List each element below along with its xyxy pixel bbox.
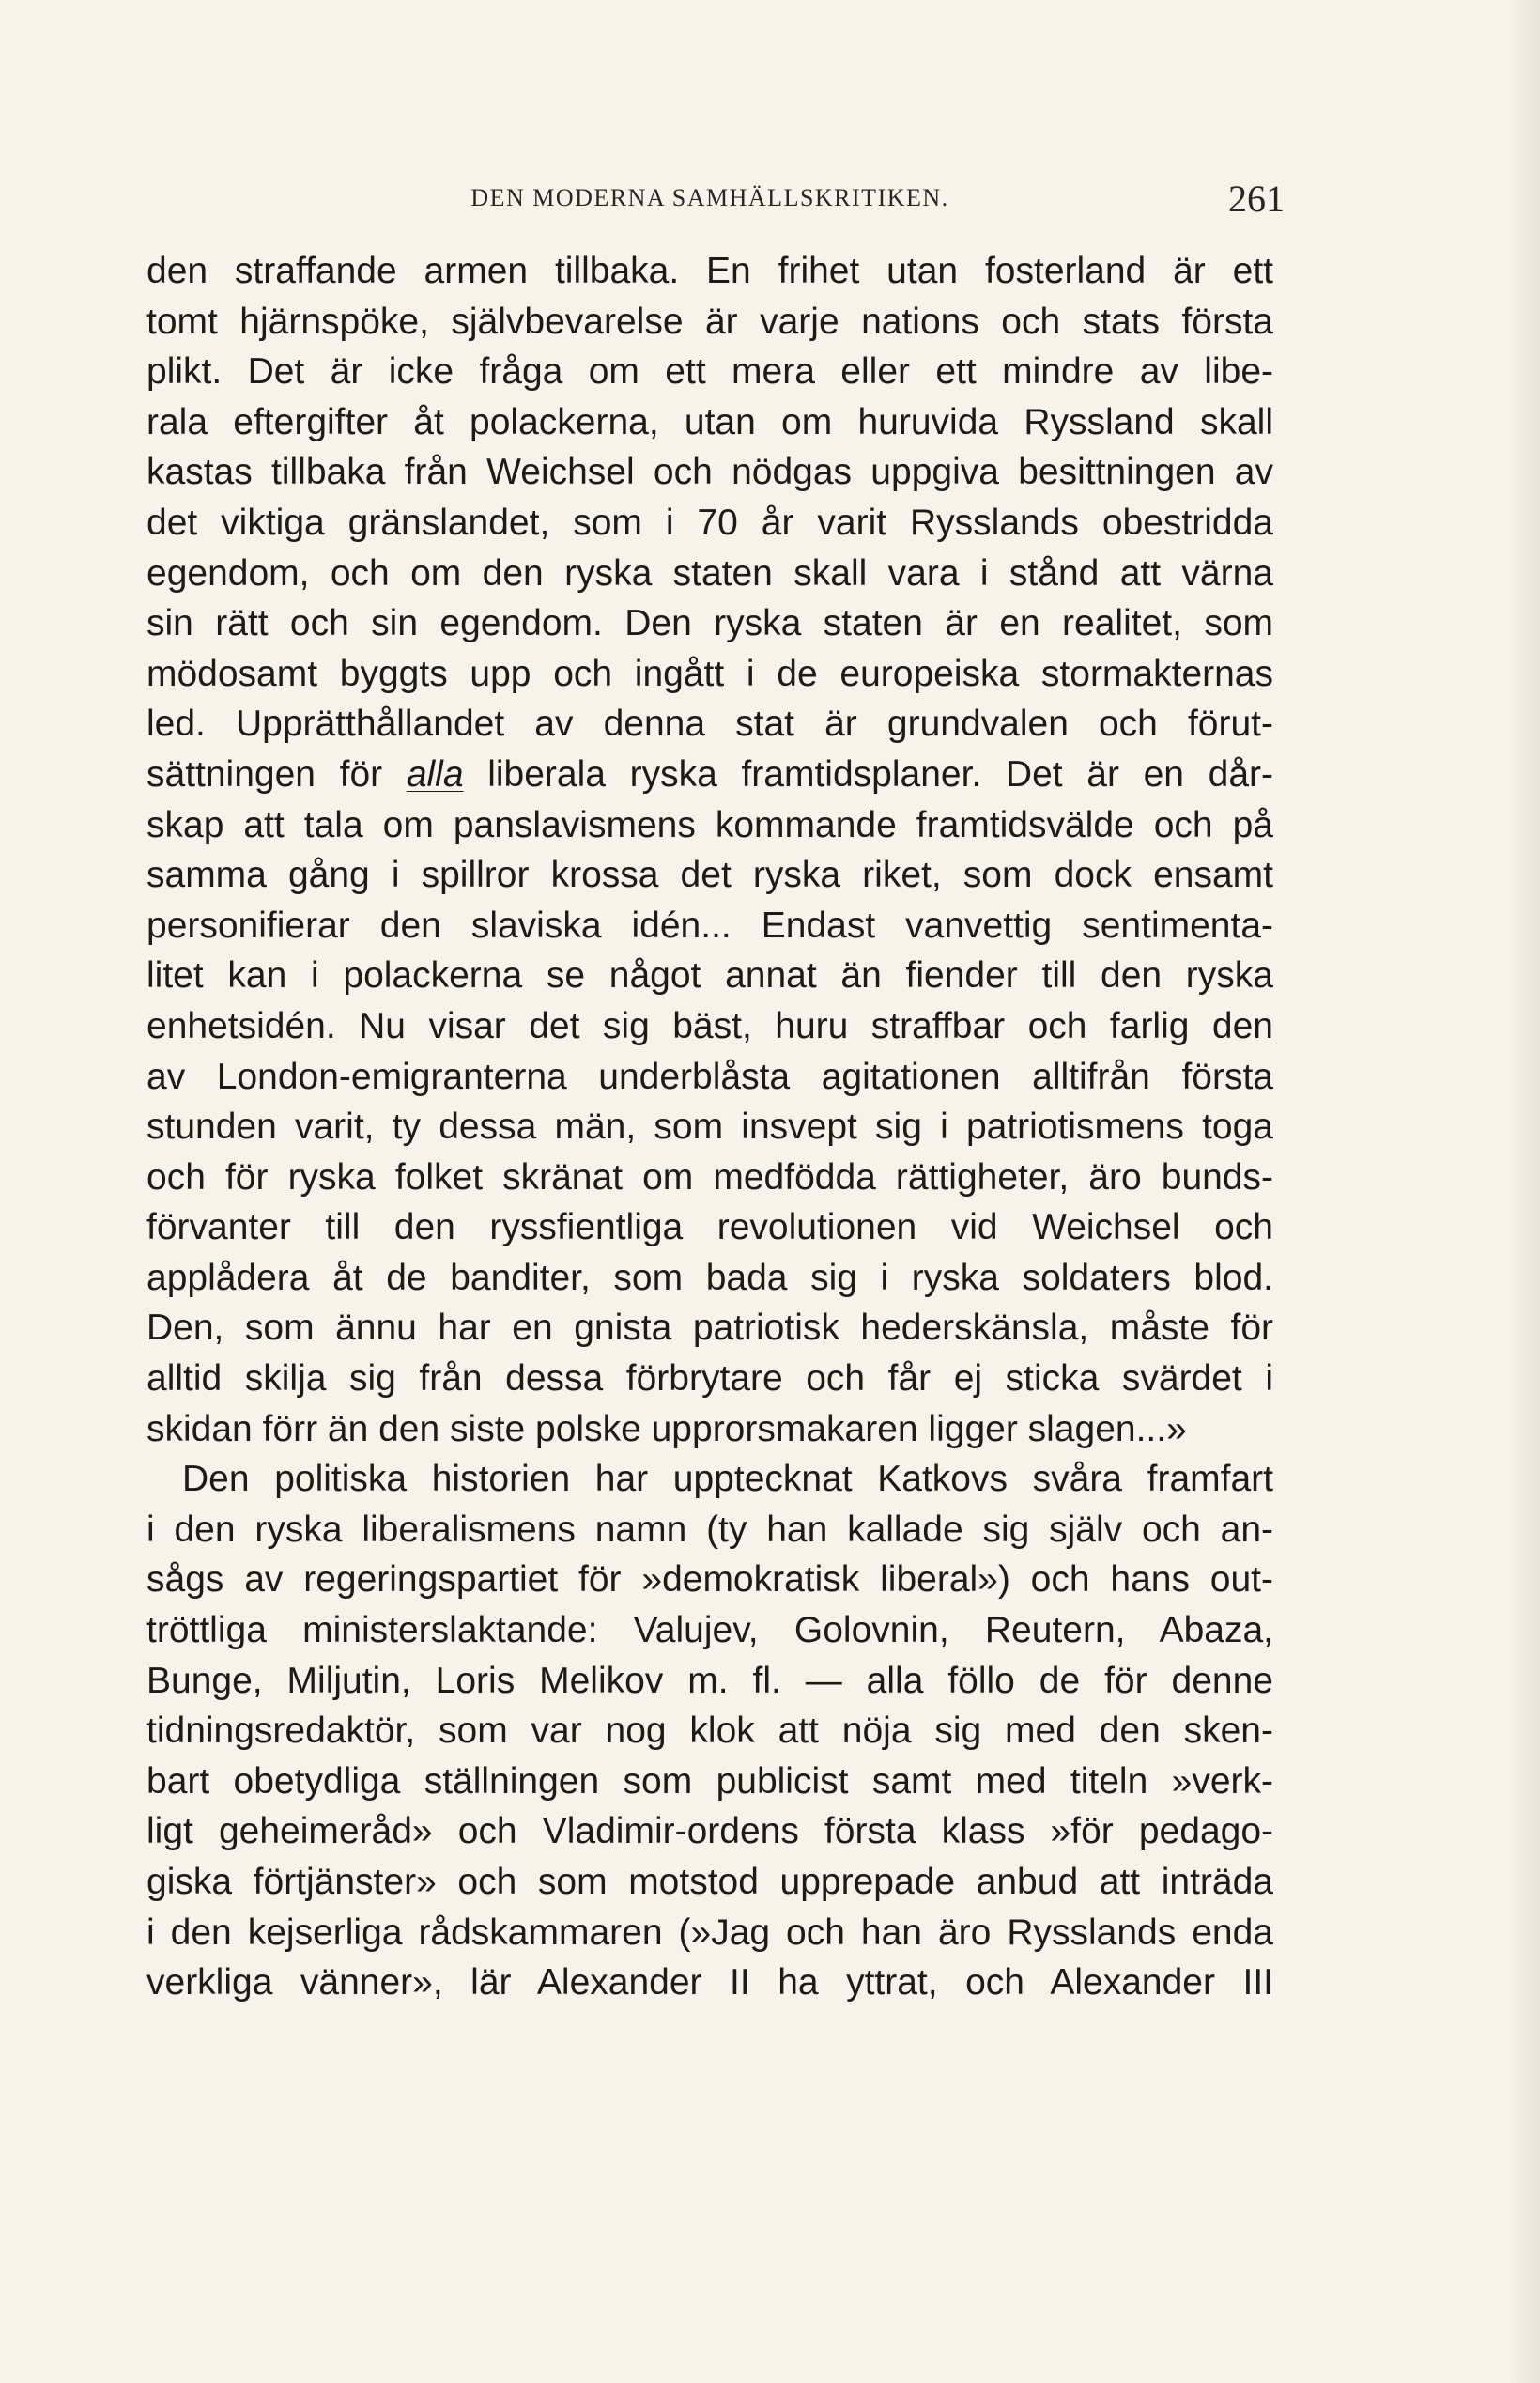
text-line: i den kejserliga rådskammaren (»Jag och han äro Rysslands enda: [146, 1911, 1273, 1953]
text-line: plikt. Det är icke fråga om ett mera eller ett mindre av libe-: [146, 351, 1273, 393]
page-header: [146, 177, 1285, 225]
text-line: personifierar den slaviska idén... Endast vanvettig sentimenta-: [146, 905, 1273, 946]
text-line: tidningsredaktör, som var nog klok att nöja sig med den sken-: [146, 1710, 1273, 1752]
text-line-with-emphasis: [146, 750, 1273, 800]
text-fragment: sättningen för: [146, 753, 407, 795]
emphasized-word: alla: [406, 753, 464, 795]
text-line: ligt geheimeråd» och Vladimir-ordens första klass »för pedago-: [146, 1811, 1273, 1852]
text-line: egendom, och om den ryska staten skall vara i stånd att värna: [146, 552, 1273, 594]
text-line: applådera åt de banditer, som bada sig i ryska soldaters blod.: [146, 1257, 1273, 1298]
text-line: led. Upprätthållandet av denna stat är grundvalen och förut-: [146, 704, 1273, 745]
text-line: verkliga vänner», lär Alexander II ha yttrat, och Alexander III: [146, 1962, 1273, 2004]
text-line: tröttliga ministerslaktande: Valujev, Golovnin, Reutern, Abaza,: [146, 1610, 1273, 1651]
text-line: sin rätt och sin egendom. Den ryska staten är en realitet, som: [146, 603, 1273, 644]
running-head: DEN MODERNA SAMHÄLLSKRITIKEN.: [470, 184, 949, 211]
body-text: [146, 246, 1273, 2008]
text-line: samma gång i spillror krossa det ryska riket, som dock ensamt: [146, 855, 1273, 896]
text-line: tomt hjärnspöke, självbevarelse är varje nations och stats första: [146, 301, 1273, 342]
text-line: giska förtjänster» och som motstod upprepade anbud att inträda: [146, 1862, 1273, 1902]
text-line: sågs av regeringspartiet för »demokratisk liberal») och hans out-: [146, 1559, 1273, 1601]
text-line: Den, som ännu har en gnista patriotisk hederskänsla, måste för: [146, 1308, 1273, 1349]
page-number: 261: [1228, 178, 1285, 220]
text-line: i den ryska liberalismens namn (ty han kallade sig själv och an-: [146, 1509, 1273, 1550]
text-line: förvanter till den ryssfientliga revolutionen vid Weichsel och: [146, 1207, 1273, 1248]
text-line: och för ryska folket skränat om medfödda rättigheter, äro bunds-: [146, 1156, 1273, 1198]
page-edge-shadow: [1508, 0, 1540, 2383]
text-line: enhetsidén. Nu visar det sig bäst, huru straffbar och farlig den: [146, 1005, 1273, 1046]
text-line: litet kan i polackerna se något annat än fiender till den ryska: [146, 955, 1273, 997]
text-line: skidan förr än den siste polske upprorsmakaren ligger slagen...»: [146, 1408, 1187, 1449]
text-line: stunden varit, ty dessa män, som insvept sig i patriotismens toga: [146, 1106, 1273, 1148]
text-line: av London-emigranterna underblåsta agitationen alltifrån första: [146, 1056, 1273, 1097]
text-line: Bunge, Miljutin, Loris Melikov m. fl. — alla föllo de för denne: [146, 1660, 1273, 1701]
text-line: rala eftergifter åt polackerna, utan om huruvida Ryssland skall: [146, 401, 1273, 442]
text-line: den straffande armen tillbaka. En frihet utan fosterland är ett: [146, 251, 1273, 291]
text-line: kastas tillbaka från Weichsel och nödgas uppgiva besittningen av: [146, 452, 1273, 493]
text-line: det viktiga gränslandet, som i 70 år varit Rysslands obestridda: [146, 502, 1273, 543]
text-line: mödosamt byggts upp och ingått i de europeiska stormakternas: [146, 653, 1273, 694]
text-line: alltid skilja sig från dessa förbrytare och får ej sticka svärdet i: [146, 1358, 1273, 1400]
paragraph-first-line: Den politiska historien har upptecknat Katkovs svåra framfart: [182, 1459, 1273, 1500]
text-line: skap att tala om panslavismens kommande framtidsvälde och på: [146, 804, 1273, 845]
text-fragment: liberala ryska framtidsplaner. Det är en dår-: [463, 753, 1273, 795]
text-line: bart obetydliga ställningen som publicist samt med titeln »verk-: [146, 1760, 1273, 1802]
